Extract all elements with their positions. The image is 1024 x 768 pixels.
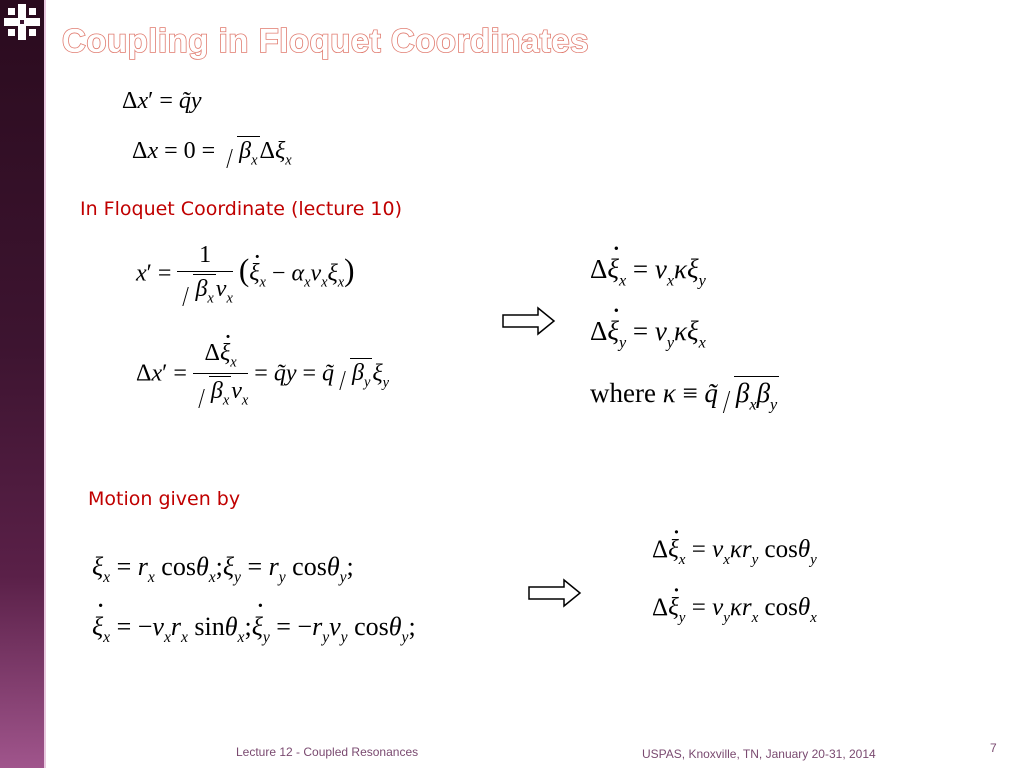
equation-result-y: $\Delta\cdot \xi_y = \nu_y\kappa r_x$ cosθ$_x$ — [652, 594, 817, 627]
equation-delta-xidot-x: $\Delta\cdot \xi_x = \nu_x\kappa\xi_y$ — [590, 254, 706, 290]
equation-delta-xprime-floquet: Δx′ = $\frac{\Delta\cdot \xi_x}{\beta_x\nu_x}$ = q̃y = q̃ $\beta_y\xi_y$ — [136, 340, 389, 410]
equation-delta-xprime: Δx′ = q̃y — [122, 88, 202, 114]
where-word: where — [590, 378, 656, 408]
sidebar-divider — [44, 0, 46, 768]
equation-motion-xidot: · $\xi_x = -\nu_xr_x$ sinθ$_x$;· $\xi_y = -r_y\nu_y$ cosθ$_y$; — [92, 612, 416, 647]
footer-venue: USPAS, Knoxville, TN, January 20-31, 2014 — [642, 747, 876, 761]
equation-delta-x: $\Delta x = 0 = \beta_x\Delta\xi_x$ — [132, 138, 292, 169]
equation-motion-xi: $\xi_x = r_x$ $\cos\theta_x;\xi_y = r_y$ cosθ$_y$; — [92, 552, 354, 587]
equation-result-x: $\Delta\cdot \xi_x = \nu_x\kappa r_y$ cosθ$_y$ — [652, 536, 817, 569]
footer-lecture: Lecture 12 - Coupled Resonances — [236, 745, 419, 759]
equation-xprime-floquet: x′ = $\frac{1}{\beta_x\nu_x}$ (· $\xi_x - \alpha_x\nu_x\xi_x$) — [136, 242, 355, 307]
equation-kappa-definition: where κ ≡ q̃ $\beta_x\beta_y$ — [590, 378, 778, 414]
equation-delta-xidot-y: $\Delta\cdot \xi_y = \nu_y\kappa\xi_x$ — [590, 316, 706, 352]
sidebar-band — [0, 0, 44, 768]
implies-arrow-icon — [528, 578, 582, 608]
fermilab-logo-icon — [4, 4, 40, 40]
floquet-label: In Floquet Coordinate (lecture 10) — [80, 198, 403, 220]
implies-arrow-icon — [502, 306, 556, 336]
motion-label: Motion given by — [88, 488, 241, 510]
page-number: 7 — [990, 741, 997, 755]
slide-title: Coupling in Floquet Coordinates — [62, 22, 589, 59]
